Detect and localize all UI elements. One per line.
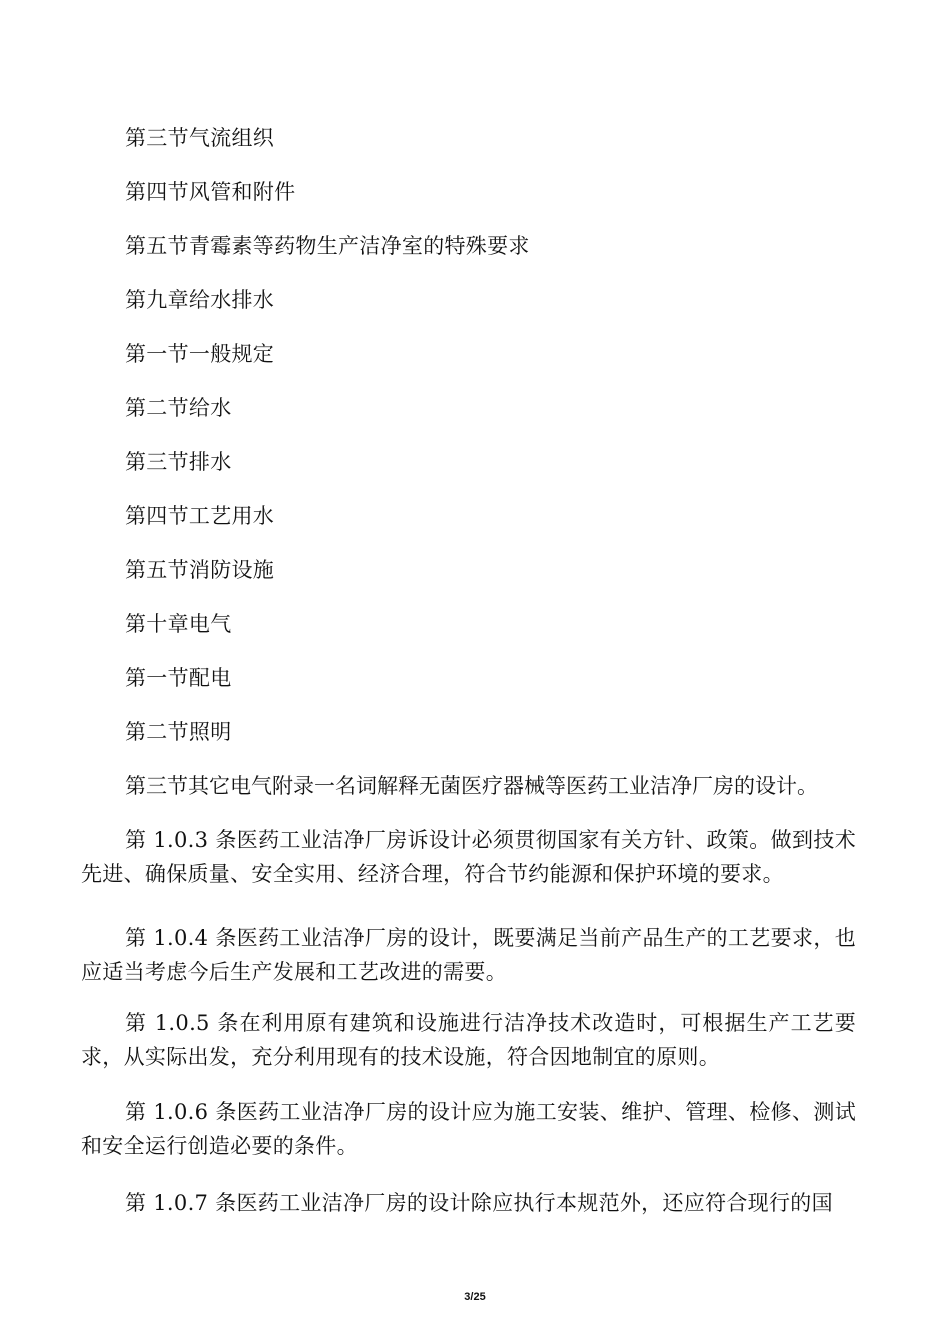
- page-number: 3/25: [464, 1291, 486, 1303]
- toc-line: 第四节风管和附件: [125, 180, 296, 204]
- toc-line: 第五节消防设施: [125, 558, 275, 582]
- body-paragraph: 第 1.0.7 条医药工业洁净厂房的设计除应执行本规范外，还应符合现行的国: [125, 1191, 833, 1215]
- toc-line: 第五节青霉素等药物生产洁净室的特殊要求: [125, 234, 530, 258]
- toc-line: 第九章给水排水: [125, 288, 275, 312]
- toc-line: 第三节其它电气附录一名词解释无菌医疗器械等医药工业洁净厂房的设计。: [125, 774, 818, 798]
- body-paragraph: 第 1.0.4 条医药工业洁净厂房的设计，既要满足当前产品生产的工艺要求，也应适当考虑今后生产发展和工艺改进的需要。: [81, 926, 856, 984]
- toc-line: 第一节配电: [125, 666, 232, 690]
- toc-line: 第二节给水: [125, 396, 232, 420]
- toc-line: 第三节排水: [125, 450, 232, 474]
- toc-line: 第二节照明: [125, 720, 232, 744]
- toc-line: 第三节气流组织: [125, 126, 275, 150]
- body-paragraph: 第 1.0.6 条医药工业洁净厂房的设计应为施工安装、维护、管理、检修、测试和安全运行创造必要的条件。: [81, 1100, 856, 1158]
- body-paragraph: 第 1.0.5 条在利用原有建筑和设施进行洁净技术改造时，可根据生产工艺要求，从实际出发，充分利用现有的技术设施，符合因地制宜的原则。: [81, 1011, 856, 1069]
- toc-line: 第十章电气: [125, 612, 232, 636]
- body-paragraph: 第 1.0.3 条医药工业洁净厂房诉设计必须贯彻国家有关方针、政策。做到技术先进、确保质量、安全实用、经济合理，符合节约能源和保护环境的要求。: [81, 828, 856, 886]
- toc-line: 第四节工艺用水: [125, 504, 275, 528]
- toc-line: 第一节一般规定: [125, 342, 275, 366]
